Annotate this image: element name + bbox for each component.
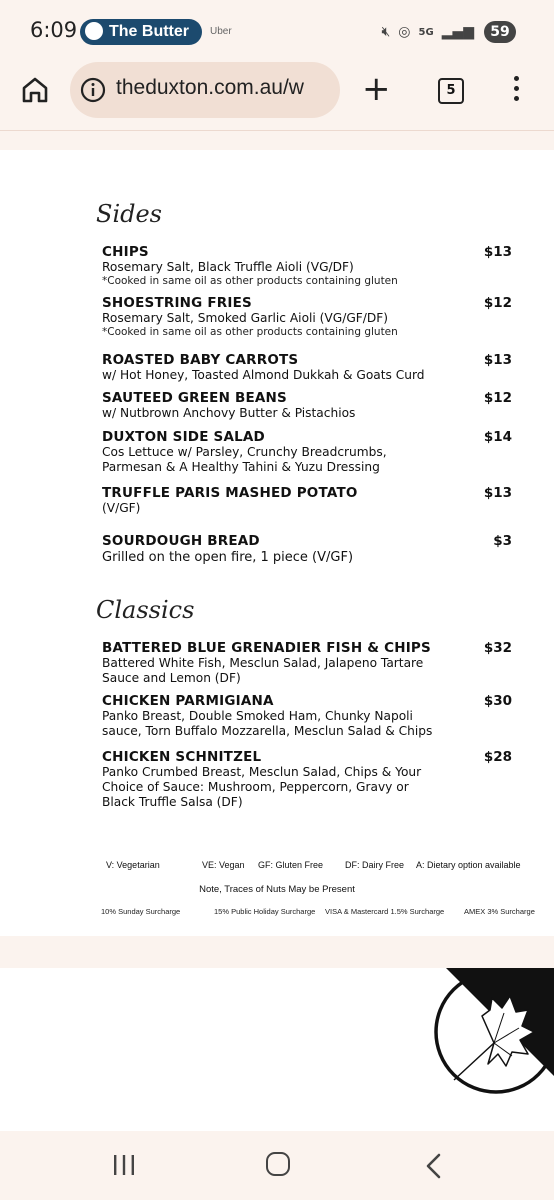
tab-count-button[interactable]: 5 xyxy=(438,78,464,104)
item-note: *Cooked in same oil as other products containing gluten xyxy=(102,326,398,338)
home-nav-icon[interactable] xyxy=(266,1152,290,1176)
info-icon[interactable] xyxy=(80,77,106,103)
item-description: sauce, Torn Buffalo Mozzarella, Mesclun Salad & Chips xyxy=(102,724,433,738)
item-price: $13 xyxy=(483,352,512,368)
battery-indicator: 59 xyxy=(484,21,516,43)
recent-apps-icon[interactable] xyxy=(113,1155,135,1175)
item-price: $13 xyxy=(483,244,512,260)
url-text[interactable]: theduxton.com.au/w xyxy=(116,76,304,99)
address-bar[interactable] xyxy=(70,62,340,118)
item-price: $28 xyxy=(483,749,512,765)
item-description: Parmesan & A Healthy Tahini & Yuzu Dressing xyxy=(102,460,380,474)
item-name: CHIPS xyxy=(102,244,149,260)
browser-toolbar xyxy=(0,62,554,131)
item-description: Panko Crumbed Breast, Mesclun Salad, Chips & Your xyxy=(102,765,422,779)
menu-item xyxy=(102,533,512,566)
item-price: $30 xyxy=(483,693,512,709)
menu-item xyxy=(102,749,512,810)
item-name: SOURDOUGH BREAD xyxy=(102,533,260,549)
status-icons xyxy=(381,22,474,42)
menu-item xyxy=(102,295,512,339)
item-name: CHICKEN PARMIGIANA xyxy=(102,693,274,709)
item-description: Black Truffle Salsa (DF) xyxy=(102,795,243,809)
item-price: $12 xyxy=(483,295,512,311)
section-title-sides: Sides xyxy=(96,200,162,228)
item-description: Rosemary Salt, Black Truffle Aioli (VG/DF) xyxy=(102,260,354,274)
legend-dietary-option: A: Dietary option available xyxy=(416,860,521,870)
item-price: $12 xyxy=(483,390,512,406)
item-price: $3 xyxy=(493,533,512,549)
legend-vegan: VE: Vegan xyxy=(202,860,245,870)
status-bar xyxy=(0,0,554,62)
item-name: ROASTED BABY CARROTS xyxy=(102,352,299,368)
item-price: $13 xyxy=(483,485,512,501)
network-type-label: 5G xyxy=(418,26,434,38)
system-nav-bar xyxy=(0,1131,554,1200)
menu-item xyxy=(102,429,512,475)
item-description: Choice of Sauce: Mushroom, Peppercorn, Gravy or xyxy=(102,780,409,794)
item-name: BATTERED BLUE GRENADIER FISH & CHIPS xyxy=(102,640,431,656)
page-divider xyxy=(0,936,554,968)
legend-vegetarian: V: Vegetarian xyxy=(106,860,160,870)
next-page xyxy=(0,968,554,1131)
hotspot-icon: ◎ xyxy=(398,24,411,40)
item-name: DUXTON SIDE SALAD xyxy=(102,429,265,445)
media-chip[interactable] xyxy=(80,19,202,45)
mute-icon: 🔇︎ xyxy=(381,24,391,40)
home-icon[interactable] xyxy=(20,75,50,105)
item-name: SHOESTRING FRIES xyxy=(102,295,252,311)
surcharge-amex: AMEX 3% Surcharge xyxy=(464,907,535,916)
surcharge-sunday: 10% Sunday Surcharge xyxy=(101,907,181,916)
clock: 6:09 xyxy=(30,18,78,42)
item-name: TRUFFLE PARIS MASHED POTATO xyxy=(102,485,358,501)
menu-item xyxy=(102,640,512,686)
menu-item xyxy=(102,244,512,288)
menu-item xyxy=(102,352,512,383)
uber-notification-label: Uber xyxy=(210,26,232,37)
leaf-logo-icon xyxy=(424,968,554,1098)
section-title-classics: Classics xyxy=(96,596,195,624)
item-description: Battered White Fish, Mesclun Salad, Jalapeno Tartare xyxy=(102,656,424,670)
item-price: $32 xyxy=(483,640,512,656)
item-description: Panko Breast, Double Smoked Ham, Chunky Napoli xyxy=(102,709,413,723)
surcharge-holiday: 15% Public Holiday Surcharge xyxy=(214,907,316,916)
item-name: SAUTEED GREEN BEANS xyxy=(102,390,287,406)
item-description: Cos Lettuce w/ Parsley, Crunchy Breadcrumbs, xyxy=(102,445,387,459)
item-description: w/ Nutbrown Anchovy Butter & Pistachios xyxy=(102,406,356,420)
item-description: (V/GF) xyxy=(102,501,141,515)
menu-item xyxy=(102,390,512,421)
legend-gluten-free: GF: Gluten Free xyxy=(258,860,324,870)
surcharge-card: VISA & Mastercard 1.5% Surcharge xyxy=(325,907,445,916)
new-tab-icon[interactable]: + xyxy=(362,69,391,109)
item-description: w/ Hot Honey, Toasted Almond Dukkah & Goats Curd xyxy=(102,368,425,382)
nuts-note: Note, Traces of Nuts May be Present xyxy=(199,884,355,895)
signal-icon: ▂▄▆ xyxy=(441,24,474,40)
spotify-icon xyxy=(85,22,103,40)
item-description: Rosemary Salt, Smoked Garlic Aioli (VG/GF/DF) xyxy=(102,311,389,325)
item-description: Grilled on the open fire, 1 piece (V/GF) xyxy=(102,550,354,565)
media-chip-label: The Butter xyxy=(109,23,189,40)
item-price: $14 xyxy=(483,429,512,445)
back-icon[interactable] xyxy=(424,1153,444,1179)
menu-item xyxy=(102,693,512,739)
menu-page xyxy=(0,150,554,936)
more-menu-icon[interactable] xyxy=(514,76,522,106)
menu-item xyxy=(102,485,512,516)
legend-dairy-free: DF: Dairy Free xyxy=(345,860,405,870)
item-description: Sauce and Lemon (DF) xyxy=(102,671,241,685)
item-name: CHICKEN SCHNITZEL xyxy=(102,749,262,765)
item-note: *Cooked in same oil as other products containing gluten xyxy=(102,275,398,287)
